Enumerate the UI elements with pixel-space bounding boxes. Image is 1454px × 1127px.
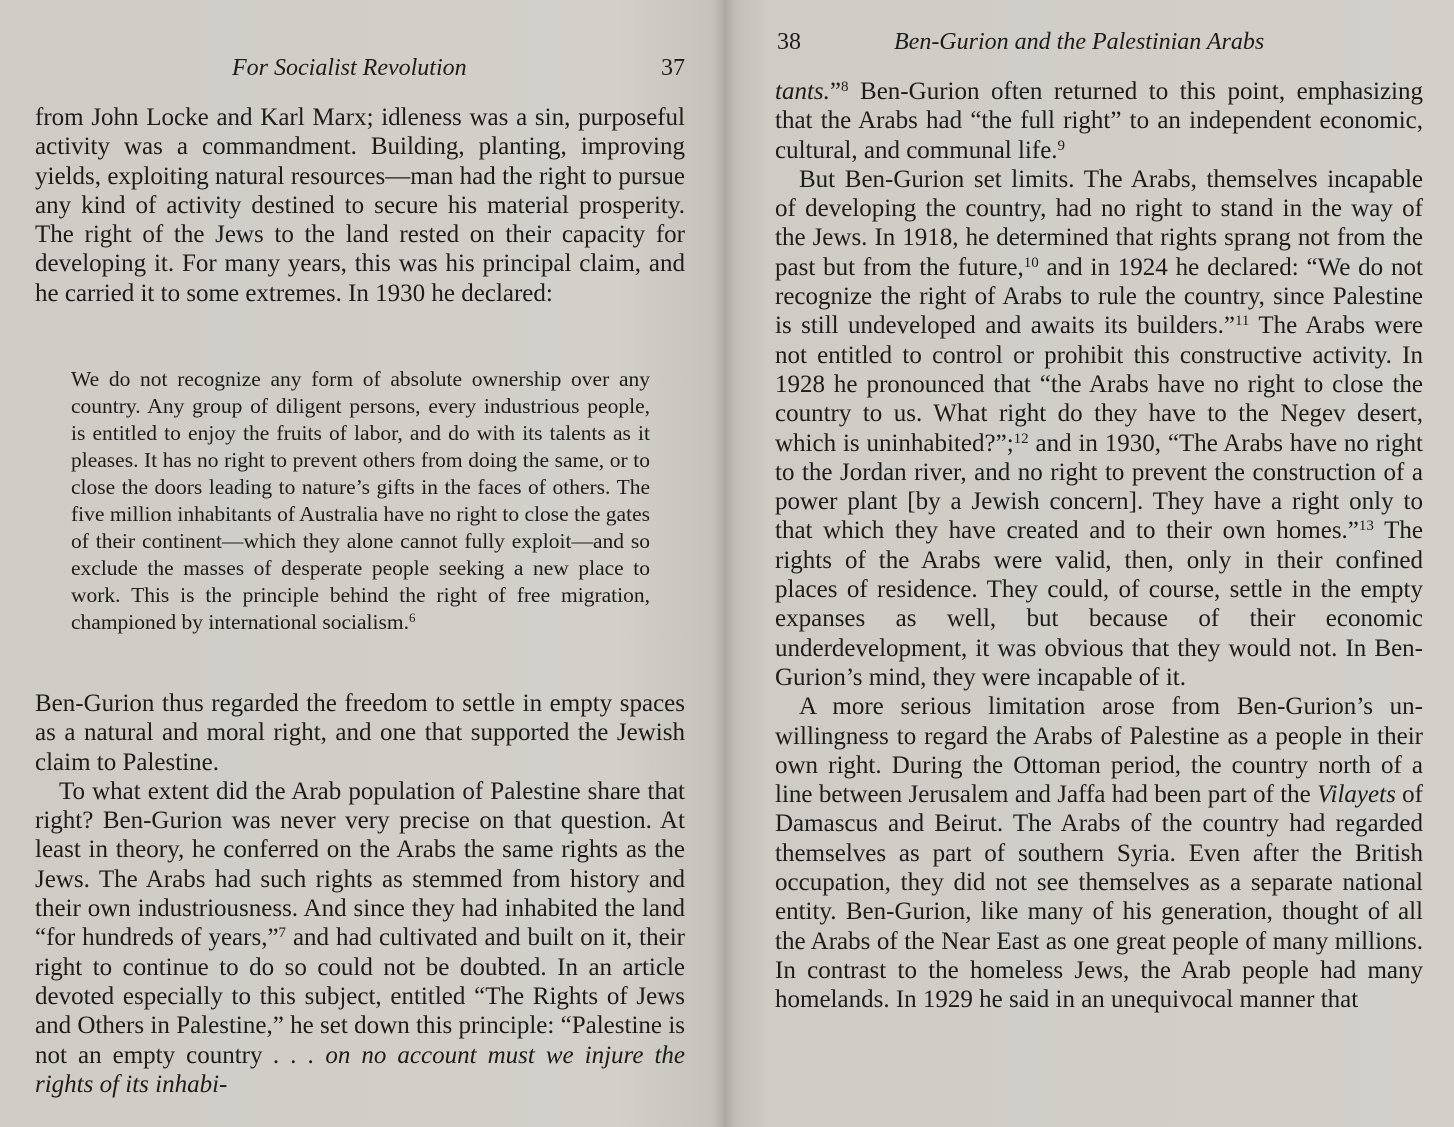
left-para-3 xyxy=(35,777,685,1099)
right-para-3-italic: Vilayets xyxy=(1317,781,1396,809)
left-para-3-italic: . . . on no account must we injure the rights of its inhabi- xyxy=(35,1041,685,1098)
footnote-ref-9: 9 xyxy=(1057,137,1066,154)
right-para-3-a: A more serious limitation arose from Ben-Gurion’s unwillingness to regard the Arabs of Palestine as a people in their own right. During the Ottoman period, the country north of a line between Jerusalem and Jaffa had been part of the xyxy=(775,693,1423,809)
footnote-ref-6: 6 xyxy=(408,610,416,625)
right-para-3-b: of Damascus and Beirut. The Arabs of the country had regarded themselves as part of southern Syria. Even after the British occupation, they did not see themselves as a separate national entity. Ben-Gurion, like many of his generation, thought of all the Arabs of the Near East as one great people of many millions. In contrast to the homeless Jews, the Arab people had many homelands. In 1929 he said in an unequivocal manner that xyxy=(775,781,1424,1014)
right-para-2-a: But Ben-Gurion set limits. The Arabs, themselves incapable of developing the country, had no right to stand in the way of the Jews. In 1918, he determined that rights sprang not from the past but from the future, xyxy=(775,165,1423,281)
left-page xyxy=(0,0,724,1127)
right-para-2-c: The Arabs were not entitled to control or prohibit this constructive activity. In 1928 he pronounced that “the Arabs have no right to close the country to us. What right do they have to the Negev desert, which is uninhabited?”; xyxy=(775,312,1423,457)
footnote-ref-10: 10 xyxy=(1023,254,1039,271)
right-page-number: 38 xyxy=(777,29,801,55)
footnote-ref-12: 12 xyxy=(1013,430,1029,447)
right-text-block xyxy=(775,77,1423,1015)
block-quote xyxy=(71,366,650,636)
left-para-1-block xyxy=(35,103,685,308)
right-para-1-close: ” xyxy=(829,78,841,105)
left-running-head-title: For Socialist Revolution xyxy=(232,55,467,81)
left-para-2: Ben-Gurion thus regarded the freedom to settle in empty spaces as a natural and moral right, and one that supported the Jewish claim to Palestine. xyxy=(35,690,685,776)
block-quote-body: We do not recognize any form of absolute ownership over any country. Any group of diligent persons, every industrious people, is entitled to enjoy the fruits of labor, and do with its talents as it pleases. It has no right to prevent others from doing the same, or to close the doors leading to nature’s gifts in the faces of others. The five million inhabitants of Australia have no right to close the gates of their continent—which they alone cannot fully exploit—and so exclude the masses of desperate people seeking a new place to work. This is the principle behind the right of free migration, championed by international socialism. xyxy=(71,367,650,634)
right-para-1-rest: Ben-Gurion often returned to this point, emphasizing that the Arabs had “the full right” to an independent economic, cultural, and communal life. xyxy=(775,78,1423,164)
right-page xyxy=(724,0,1454,1127)
right-para-1 xyxy=(775,77,1423,165)
footnote-ref-13: 13 xyxy=(1358,518,1374,535)
right-running-head-title: Ben-Gurion and the Palestinian Arabs xyxy=(894,29,1265,55)
right-para-2-e: The rights of the Arabs were valid, then, only in their confined places of residence. They could, of course, settle in the empty expanses as well, but because of their economic underdevelopment, it was obvious that they would not. In Ben-Gurion’s mind, they were incapable of it. xyxy=(775,517,1423,691)
left-para-1: from John Locke and Karl Marx; idleness was a sin, purposeful activity was a commandment. Building, planting, improving yields, exploiting natural resources—man had the right to pursue any kind of activity destined to secure his material prosperity. The right of the Jews to the land rested on their capacity for developing it. For many years, this was his principal claim, and he carried it to some extremes. In 1930 he declared: xyxy=(35,104,685,307)
left-page-number: 37 xyxy=(661,55,685,81)
left-para-3-part2: and had cultivated and built on it, their right to continue to do so could not be doubted. In an article devoted especially to this subject, entitled “The Rights of Jews and Others in Palestine,” he set down this principle: “Palestine is not an empty country xyxy=(35,924,685,1069)
right-para-2-b: and in 1924 he declared: “We do not recognize the right of Arabs to rule the country, since Palestine is still undeveloped and awaits its builders.” xyxy=(775,253,1423,340)
left-para-2-block xyxy=(35,689,685,1099)
footnote-ref-11: 11 xyxy=(1234,313,1250,330)
right-para-3 xyxy=(775,692,1423,1014)
footnote-ref-7: 7 xyxy=(278,925,287,942)
left-para-3-part1: To what extent did the Arab population of Palestine share that right? Ben-Gurion was never very precise on that question. At least in theory, he conferred on the Arabs the same rights as the Jews. The Arabs had such rights as stemmed from history and their own industriousness. And since they had inhabited the land “for hundreds of years,” xyxy=(35,777,685,952)
right-para-2-d: and in 1930, “The Arabs have no right to the Jordan river, and no right to prevent the construction of a power plant [by a Jewish concern]. They have a right only to that which they have created and to their own homes.” xyxy=(775,429,1423,545)
right-para-1-italic: tants. xyxy=(775,78,830,105)
right-para-2 xyxy=(775,165,1423,692)
block-quote-text xyxy=(71,366,650,636)
book-gutter xyxy=(712,0,736,1127)
footnote-ref-8: 8 xyxy=(840,78,849,95)
